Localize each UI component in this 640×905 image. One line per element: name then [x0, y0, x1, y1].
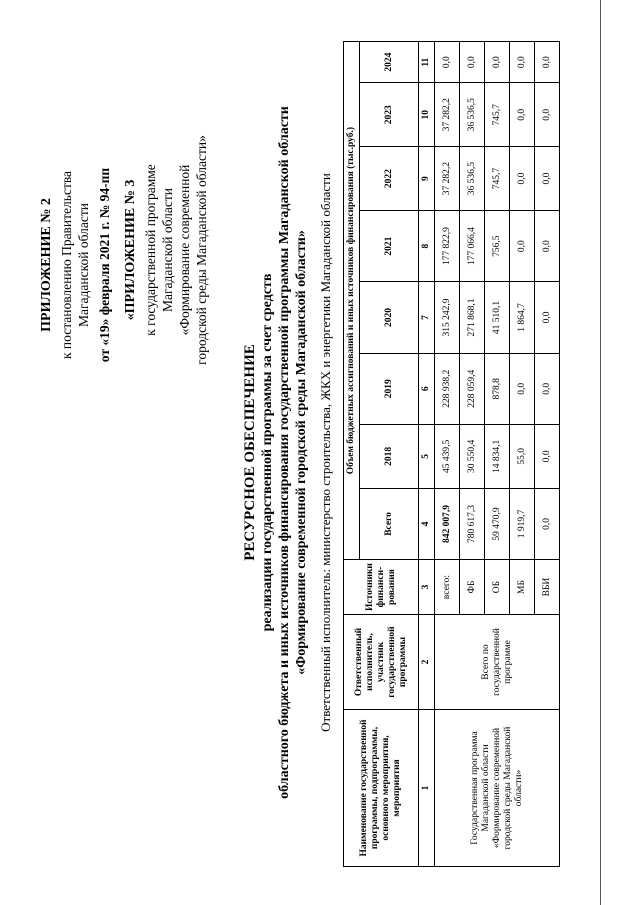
value-cell: 271 868,1: [460, 282, 485, 353]
column-number: 3: [419, 560, 435, 615]
header-year: 2019: [360, 353, 419, 424]
heading-line3: «Формирование современной городской среды Магаданской области»: [294, 230, 309, 675]
source-cell: ОБ: [485, 560, 510, 615]
column-number: 11: [419, 42, 435, 83]
value-cell: 0,0: [535, 42, 560, 83]
value-cell: 0,0: [460, 42, 485, 83]
heading-main: РЕСУРСНОЕ ОБЕСПЕЧЕНИЕ: [242, 344, 258, 561]
appendix-3-title: «ПРИЛОЖЕНИЕ № 3: [123, 179, 138, 321]
value-cell: 0,0: [510, 210, 535, 281]
column-number: 2: [419, 615, 435, 710]
value-cell: 59 470,9: [485, 488, 510, 559]
value-cell: 0,0: [510, 83, 535, 147]
value-cell: 0,0: [485, 42, 510, 83]
value-cell: 842 007,9: [435, 488, 460, 559]
value-cell: 45 439,5: [435, 424, 460, 488]
column-number: 4: [419, 488, 435, 559]
value-cell: 878,8: [485, 353, 510, 424]
appendix-2-title: ПРИЛОЖЕНИЕ № 2: [39, 198, 54, 332]
source-cell: МБ: [510, 560, 535, 615]
heading-line1: реализации государственной программы за счет средств: [260, 273, 275, 632]
program-name-cell: Государственная программа Магаданской области «Формирование современной городской среды Магаданской области»: [435, 710, 560, 867]
value-cell: 0,0: [535, 147, 560, 211]
column-number: 1: [419, 710, 435, 867]
source-cell: ВБИ: [535, 560, 560, 615]
value-cell: 37 282,2: [435, 147, 460, 211]
column-number: 6: [419, 353, 435, 424]
value-cell: 1 864,7: [510, 282, 535, 353]
appendix-2-line2: Магаданской области: [76, 203, 91, 327]
column-numbers-row: [419, 42, 435, 867]
value-cell: 0,0: [435, 42, 460, 83]
document-heading: [242, 40, 310, 865]
value-cell: 1 919,7: [510, 488, 535, 559]
header-volume: Объем бюджетных ассигнований и иных источников финансирования (тыс.руб.): [344, 42, 360, 560]
value-cell: 756,5: [485, 210, 510, 281]
column-number: 10: [419, 83, 435, 147]
executor-cell: Всего по государственной программе: [435, 615, 560, 710]
value-cell: 745,7: [485, 147, 510, 211]
value-cell: 0,0: [535, 83, 560, 147]
value-cell: 228 938,2: [435, 353, 460, 424]
value-cell: 55,0: [510, 424, 535, 488]
header-total: Всего: [360, 488, 419, 559]
header-year: 2023: [360, 83, 419, 147]
value-cell: 14 834,1: [485, 424, 510, 488]
value-cell: 30 550,4: [460, 424, 485, 488]
value-cell: 41 510,1: [485, 282, 510, 353]
appendix-2-date: от «19» февраля 2021 г. № 94-пп: [97, 167, 112, 363]
column-number: 8: [419, 210, 435, 281]
value-cell: 36 536,5: [460, 147, 485, 211]
appendix-3-block: [122, 60, 210, 440]
table-row: [435, 42, 460, 867]
value-cell: 0,0: [510, 42, 535, 83]
header-year: 2024: [360, 42, 419, 83]
value-cell: 0,0: [535, 424, 560, 488]
value-cell: 36 536,5: [460, 83, 485, 147]
column-number: 5: [419, 424, 435, 488]
value-cell: 37 282,2: [435, 83, 460, 147]
header-year: 2018: [360, 424, 419, 488]
value-cell: 0,0: [535, 353, 560, 424]
header-year: 2022: [360, 147, 419, 211]
responsible-executor: Ответственный исполнитель: министерство строительства, ЖКХ и энергетики Магаданской области: [318, 173, 333, 732]
appendix-2-line1: к постановлению Правительства: [59, 170, 74, 360]
appendix-3-line4: городской среды Магаданской области»: [194, 135, 209, 365]
value-cell: 0,0: [510, 147, 535, 211]
value-cell: 0,0: [535, 488, 560, 559]
value-cell: 745,7: [485, 83, 510, 147]
column-number: 9: [419, 147, 435, 211]
value-cell: 0,0: [510, 353, 535, 424]
appendix-2-block: [38, 55, 113, 475]
resource-table: [343, 41, 560, 867]
header-col3: Источники финанси-рования: [344, 560, 419, 615]
header-year: 2020: [360, 282, 419, 353]
header-year: 2021: [360, 210, 419, 281]
value-cell: 315 242,9: [435, 282, 460, 353]
value-cell: 228 059,4: [460, 353, 485, 424]
value-cell: 780 617,3: [460, 488, 485, 559]
header-col1: Наименование государственной программы, подпрограммы, основного мероприятия, мероприятия: [344, 710, 419, 867]
value-cell: 0,0: [535, 210, 560, 281]
value-cell: 0,0: [535, 282, 560, 353]
column-number: 7: [419, 282, 435, 353]
source-cell: ФБ: [460, 560, 485, 615]
scan-edge-line: [600, 0, 601, 905]
value-cell: 177 822,9: [435, 210, 460, 281]
value-cell: 177 066,4: [460, 210, 485, 281]
heading-line2: областного бюджета и иных источников финансирования государственной программы Магаданской области: [277, 106, 292, 799]
appendix-3-line1: к государственной программе: [143, 164, 158, 336]
source-cell: всего:: [435, 560, 460, 615]
appendix-3-line3: «Формирование современной: [177, 164, 192, 336]
appendix-3-line2: Магаданской области: [160, 188, 175, 312]
header-col2: Ответственный исполнитель, участник государственной программы: [344, 615, 419, 710]
